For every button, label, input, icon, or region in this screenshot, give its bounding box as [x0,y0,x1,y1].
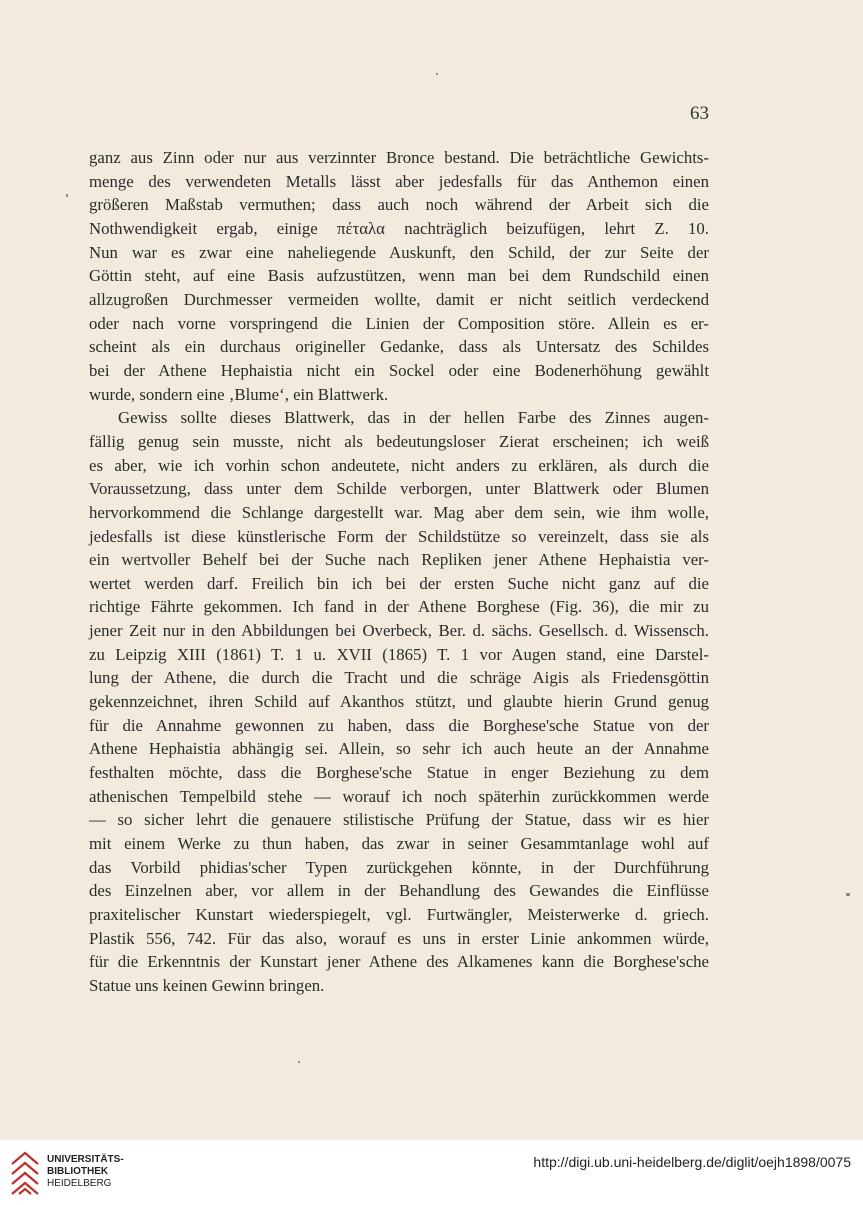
text-line: zu Leipzig XIII (1861) T. 1 u. XVII (1865) T. 1 vor Augen stand, eine Darstel- [89,644,709,664]
university-library-logo-icon [9,1150,41,1196]
library-name-line2: BIBLIOTHEK [47,1166,109,1177]
text-line: athenischen Tempelbild stehe — worauf ich noch späterhin zurückkommen werde [89,786,709,806]
text-line: Nun war es zwar eine naheliegende Auskunft, den Schild, der zur Seite der [89,242,709,262]
text-line: es aber, wie ich vorhin schon andeutete, nicht anders zu erklären, als durch die [89,455,709,475]
text-line: scheint als ein durchaus origineller Gedanke, dass als Untersatz des Schildes [89,337,709,357]
text-line: menge des verwendeten Metalls lässt aber jedesfalls für das Anthemon einen [89,171,709,191]
text-line: Nothwendigkeit ergab, einige πέταλα nachträglich beizufügen, lehrt Z. 10. [89,218,709,238]
text-line: richtige Fährte gekommen. Ich fand in der Athene Borghese (Fig. 36), die mir zu [89,597,709,617]
text-line: gekennzeichnet, ihren Schild auf Akanthos stützt, und glaubte hierin Grund genug [89,692,709,712]
paper-speck [298,1061,300,1063]
text-line: des Einzelnen aber, vor allem in der Behandlung des Gewandes die Einflüsse [89,881,709,901]
text-line: ein wertvoller Behelf bei der Suche nach Repliken jener Athene Hephaistia ver- [89,550,709,570]
text-line: mit einem Werke zu thun haben, das zwar in seiner Gesammtanlage wohl auf [89,834,709,854]
text-line: fällig genug sein musste, nicht als bedeutungsloser Zierat erscheinen; ich weiß [89,431,709,451]
text-line: für die Annahme gewonnen zu haben, dass die Borghese'sche Statue von der [89,715,709,735]
paper-speck [66,194,68,197]
text-line: festhalten möchte, dass die Borghese'sche Statue in enger Beziehung zu dem [89,763,709,783]
text-line: lung der Athene, die durch die Tracht und die schräge Aigis als Friedensgöttin [89,668,709,688]
text-line: Plastik 556, 742. Für das also, worauf es uns in erster Linie ankommen würde, [89,928,709,948]
text-line: Statue uns keinen Gewinn bringen. [89,975,325,995]
text-line: jedesfalls ist diese künstlerische Form der Schildstütze so vereinzelt, dass sie als [89,526,709,546]
footer [0,1140,863,1205]
body-text [89,146,709,998]
text-line: praxitelischer Kunstart wiederspiegelt, vgl. Furtwängler, Meisterwerke d. griech. [89,905,709,924]
text-line: jener Zeit nur in den Abbildungen bei Overbeck, Ber. d. sächs. Gesellsch. d. Wissensch. [89,621,709,641]
text-line: allzugroßen Durchmesser vermeiden wollte, damit er nicht seitlich verdeckend [89,289,709,309]
library-name-line3: HEIDELBERG [47,1178,112,1189]
text-line: das Vorbild phidias'scher Typen zurückgehen könnte, in der Durchführung [89,857,709,877]
text-line: — so sicher lehrt die genauere stilistische Prüfung der Statue, dass wir es hier [89,810,709,830]
permalink-url[interactable]: http://digi.ub.uni-heidelberg.de/diglit/oejh1898/0075 [533,1154,851,1170]
page-number: 63 [690,103,709,124]
text-line: für die Erkenntnis der Kunstart jener Athene des Alkamenes kann die Borghese'sche [89,952,709,972]
text-line: oder nach vorne vorspringend die Linien der Composition störe. Allein es er- [89,313,709,333]
paper-speck [846,893,850,896]
library-name-line1: UNIVERSITÄTS- [47,1154,124,1165]
text-line: hervorkommend die Schlange dargestellt war. Mag aber dem sein, wie ihm wolle, [89,502,709,522]
text-line: Athene Hephaistia abhängig sei. Allein, so sehr ich auch heute an der Annahme [89,739,709,759]
text-line: Göttin steht, auf eine Basis aufzustützen, wenn man bei dem Rundschild einen [89,266,709,286]
text-line: wertet werden darf. Freilich bin ich bei der ersten Suche nicht ganz auf die [89,573,709,593]
paper-speck [436,73,438,75]
text-line: Gewiss sollte dieses Blattwerk, das in der hellen Farbe des Zinnes augen- [118,408,709,428]
text-line: bei der Athene Hephaistia nicht ein Sockel oder eine Bodenerhöhung gewählt [89,360,709,380]
text-line: Voraussetzung, dass unter dem Schilde verborgen, unter Blattwerk oder Blumen [89,479,709,499]
text-line: wurde, sondern eine ‚Blume‘, ein Blattwerk. [89,384,389,404]
library-name [47,1154,124,1190]
text-line: ganz aus Zinn oder nur aus verzinnter Bronce bestand. Die beträchtliche Gewichts- [89,148,709,167]
text-line: größeren Maßstab vermuthen; dass auch noch während der Arbeit sich die [89,195,709,215]
